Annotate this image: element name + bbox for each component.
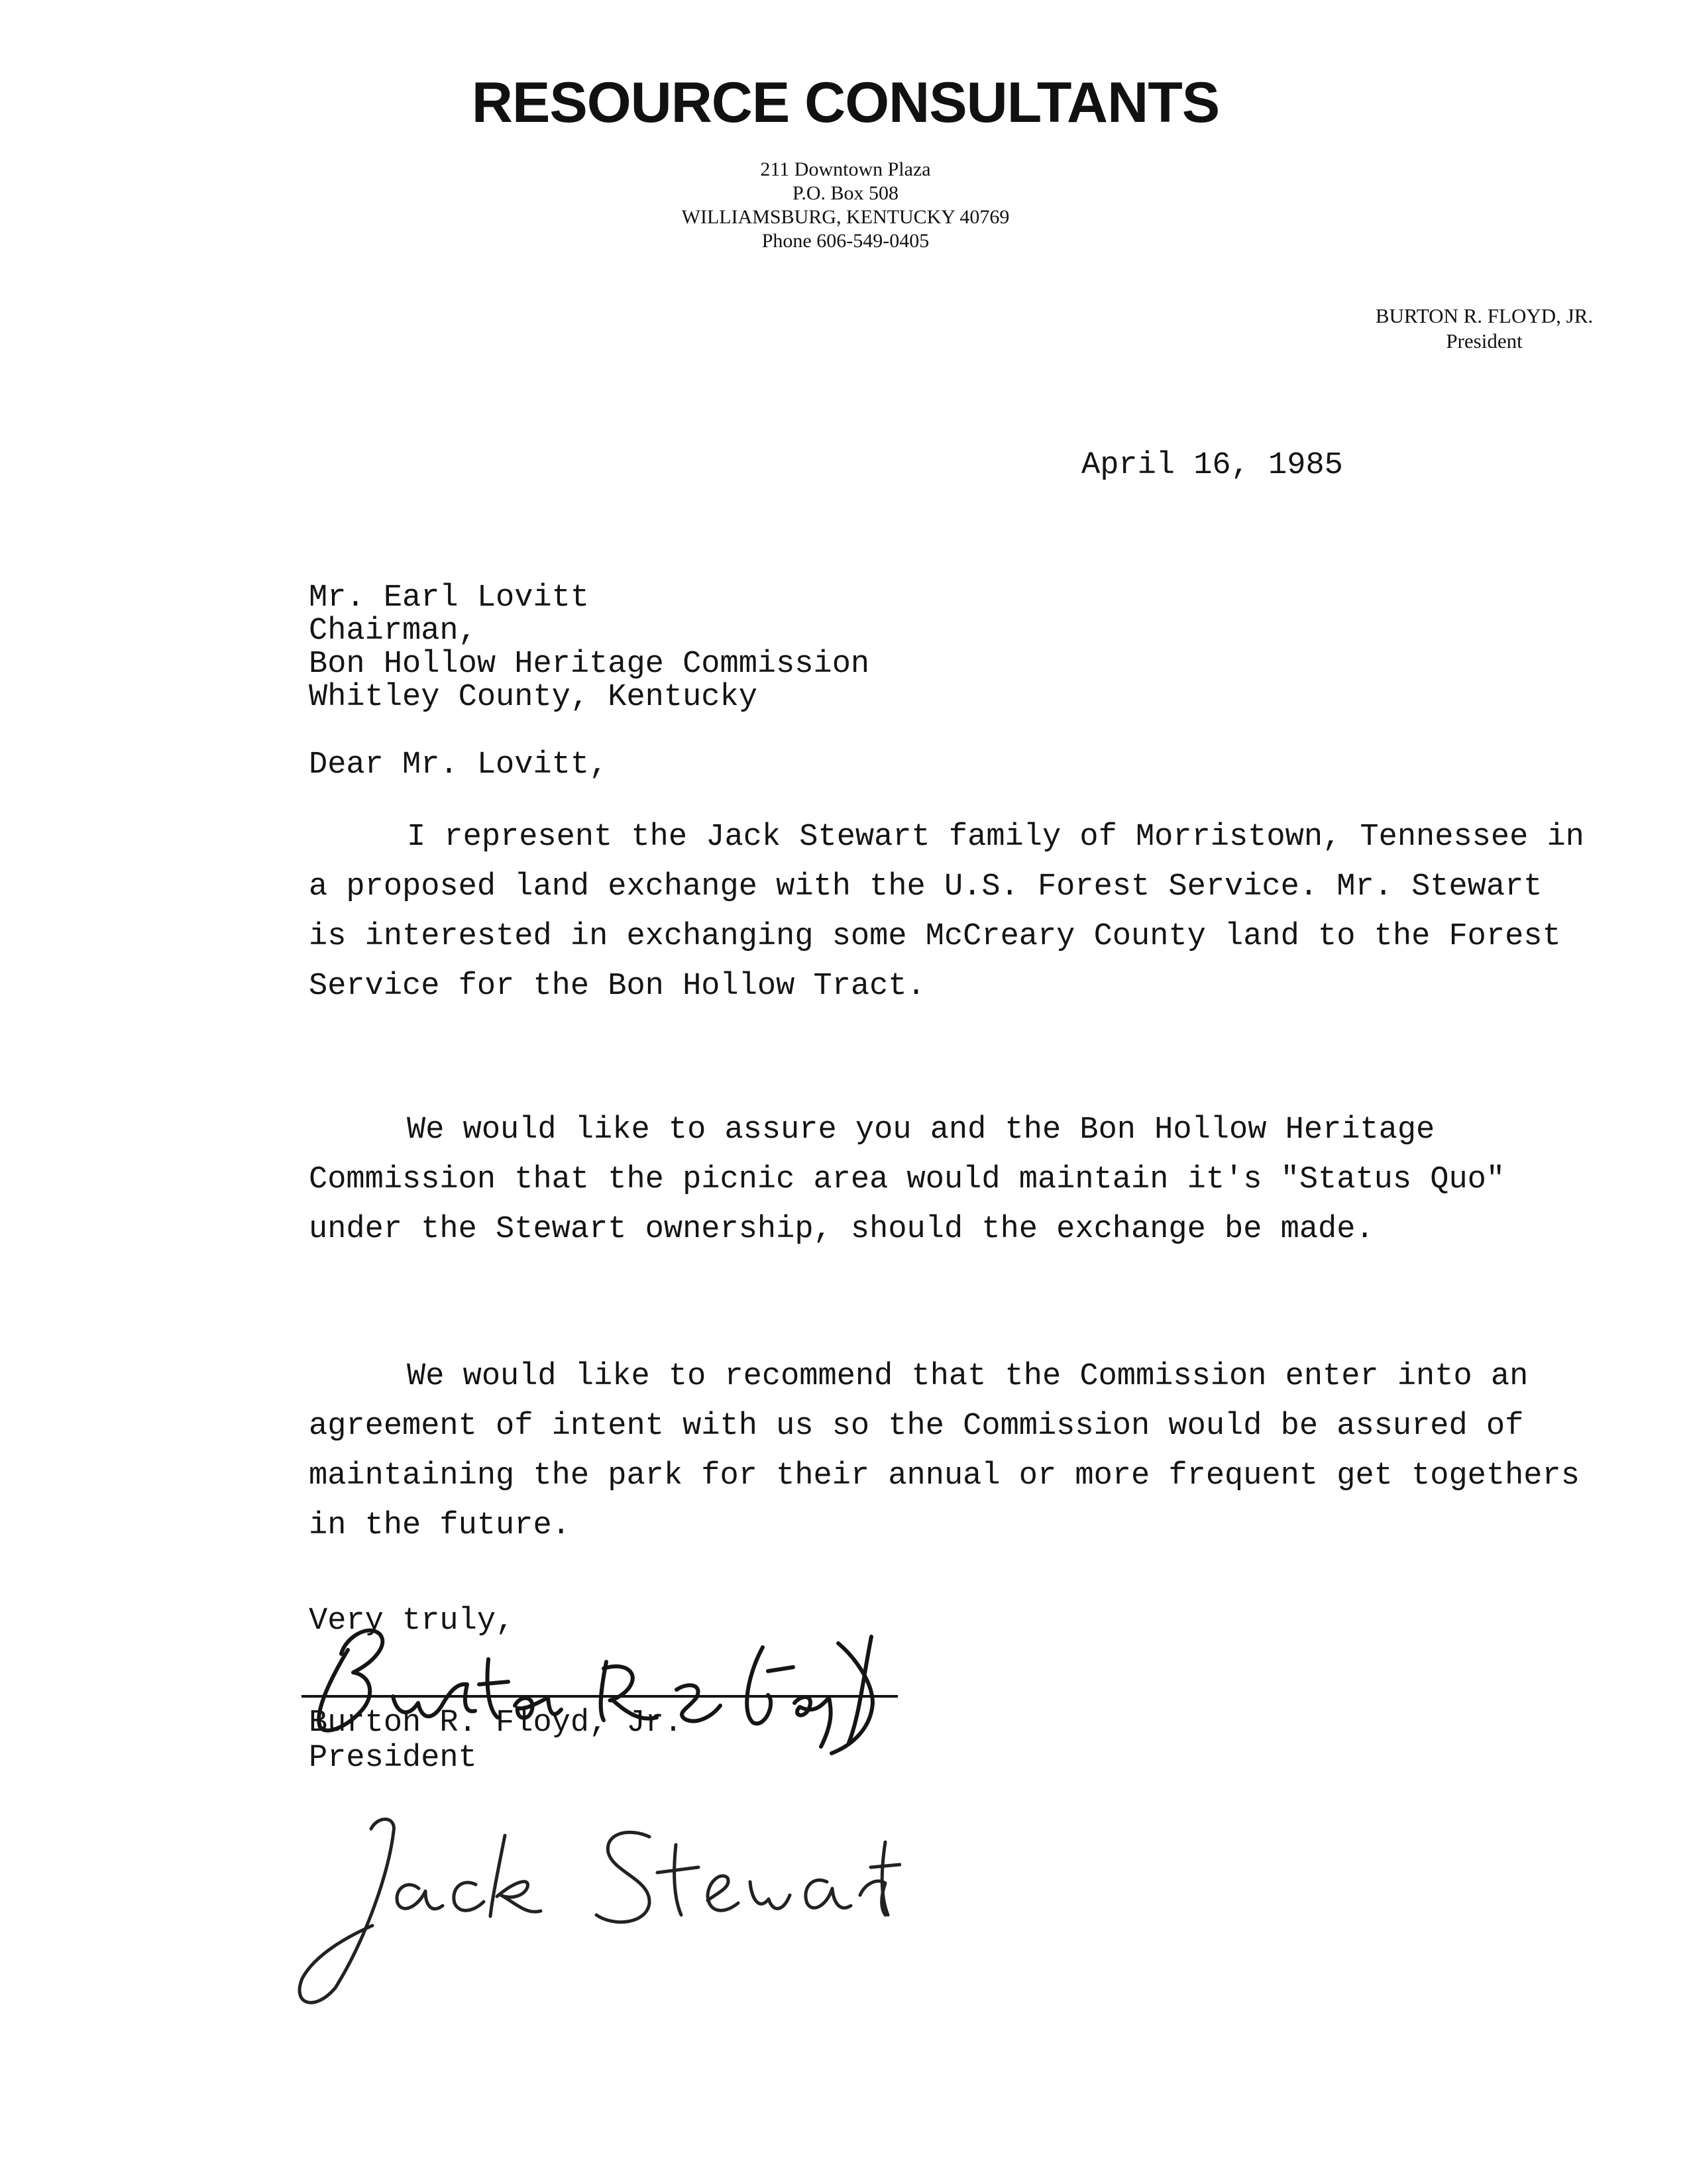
signer-title: President	[309, 1741, 477, 1776]
address-line-street: 211 Downtown Plaza	[760, 158, 931, 180]
letterhead-president-title: President	[1446, 329, 1523, 353]
letter-date: April 16, 1985	[1081, 448, 1343, 483]
recipient-address	[309, 582, 869, 714]
recipient-location: Whitley County, Kentucky	[309, 680, 757, 715]
company-phone: Phone 606-549-0405	[761, 230, 930, 252]
address-line-city: WILLIAMSBURG, KENTUCKY 40769	[681, 206, 1010, 228]
body-paragraph-1: I represent the Jack Stewart family of Morristown, Tennessee in a proposed land exchange with the U.S. Forest Service. Mr. Stewart is interested in exchanging some McCreary County land to the Forest Service for the Bon Hollow Tract.	[309, 820, 1584, 1004]
letterhead-president	[1319, 303, 1650, 354]
body-paragraph-2: We would like to assure you and the Bon Hollow Heritage Commission that the picnic area would maintain it's "Status Quo" under the Stewart ownership, should the exchange be made.	[309, 1113, 1505, 1247]
salutation: Dear Mr. Lovitt,	[309, 747, 608, 783]
company-address	[0, 158, 1691, 253]
company-name: RESOURCE CONSULTANTS	[471, 71, 1220, 135]
letterhead-president-name: BURTON R. FLOYD, JR.	[1375, 304, 1594, 327]
recipient-title: Chairman,	[309, 614, 477, 649]
closing: Very truly,	[309, 1604, 515, 1639]
address-line-po-box: P.O. Box 508	[792, 182, 899, 204]
recipient-organization: Bon Hollow Heritage Commission	[309, 647, 870, 682]
body-paragraph-3: We would like to recommend that the Commission enter into an agreement of intent with us so the Commission would be assured of maintaining the park for their annual or more frequent get togethers in the future.	[309, 1359, 1580, 1543]
recipient-name: Mr. Earl Lovitt	[309, 580, 590, 616]
signature-stewart	[252, 1789, 901, 2014]
signer-name: Burton R. Floyd, Jr.	[309, 1706, 683, 1741]
